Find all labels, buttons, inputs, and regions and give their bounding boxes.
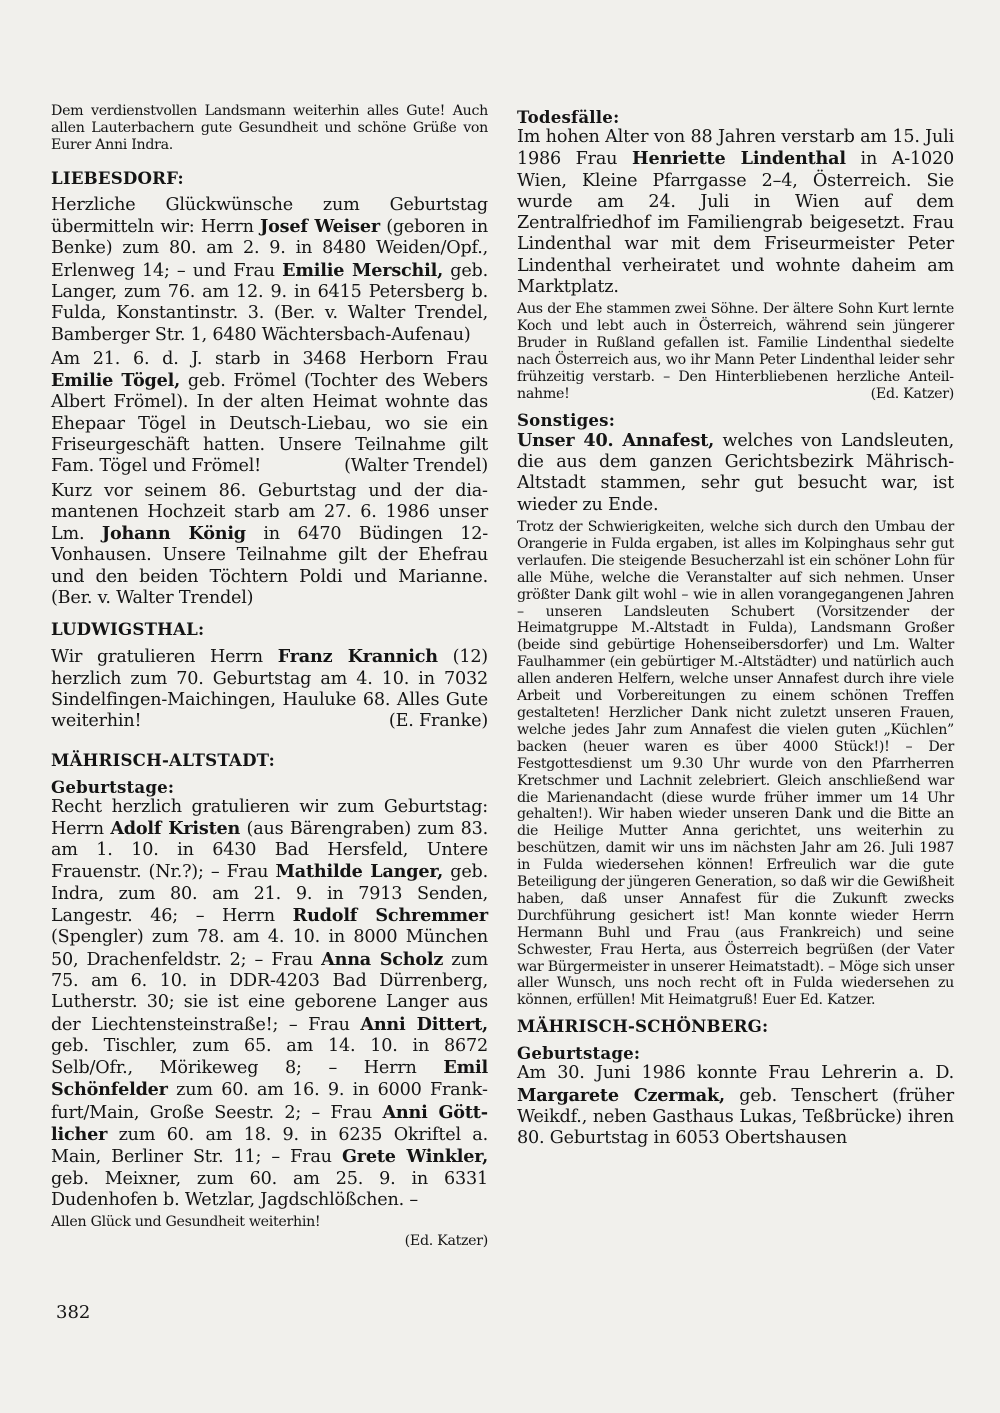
- bold-name: Rudolf Schremmer: [292, 905, 488, 927]
- spacer: [51, 188, 488, 195]
- text-run: (Spengler) zum 78. am 4. 10. in 8000 München 50, Drachenfeldstr. 2; – Frau: [51, 927, 488, 970]
- bold-name: Adolf Kristen: [110, 817, 241, 839]
- paragraph: [51, 646, 488, 732]
- text-run: geb. Frömel (Tochter des Webers Albert Frömel). In der alten Heimat wohnte das Ehepaar Tögel in Deutsch-Liebau, wo sie ein Friseurgeschäft hatten. Unsere Teilnahme gilt Fam. Tögel und Frömel!: [51, 371, 488, 477]
- text-run: Herzliche Glückwünsche zum Geburtstag übermitteln wir: Herrn: [51, 194, 488, 238]
- text-run: Todesfälle:: [517, 107, 620, 127]
- text-run: Kurz vor seinem 86. Geburtstag und der diamantenen Hochzeit starb am 27. 6. 1986 unser Lm.: [51, 480, 488, 545]
- spacer: [517, 1036, 954, 1043]
- section-heading: [517, 107, 954, 127]
- paragraph: [517, 301, 954, 402]
- bold-name: Josef Weiser: [260, 216, 380, 238]
- text-run: Geburtstage:: [51, 776, 175, 797]
- text-run: Trotz der Schwierigkeiten, welche sich durch den Umbau der Orangerie in Fulda ergaben, ist alles im Kolpinghaus sehr gut verlaufen. Die steigende Besucherzahl ist ein schöner Lohn für alle Mühe, welche die Veranstalter auf sich nehmen. Unser größter Dank gilt wohl – wie in allen vorangegangenen Jahren – unseren Landsleuten Schubert (Vorsitzender der Heimatgruppe M.-Altstadt in Fulda), Landsmann Großer (beide sind gebürtige Hohenseibersdorfer) und Lm. Walter Faulhammer (ein gebürtiger M.-Altstädter) und natürlich auch allen anderen Helfern, welche unser Annafest durch ihre viele Arbeit und Vorbereitungen zu einem schönen Treffen gestalteten! Herzlicher Dank nicht zuletzt unseren Frauen, welche jedes Jahr zum Annafest die vielen guten „Küchlen” backen (heuer waren es über 4000 Stück!)! – Der Festgottesdienst um 9.30 Uhr wurde von den Pfarrherren Kretschmer und Lachnit zelebriert. Gleich anschließend war die Marienandacht (diese wurde früher immer um 14 Uhr gehalten!). Wir haben wieder unseren Dank und die Bitte an die Heilige Mutter Anna gerichtet, uns weiterhin zu beschützen, damit wir uns im nächsten Jahr am 26. Juli 1987 in Fulda wiedersehen können! Erfreulich war die gute Beteiligung der jüngeren Generation, so daß wir die Gewißheit haben, daß unser Annafest für die Zukunft zwecks Durchführung gesichert ist! Man konnte wieder Herrn Hermann Buhl und Frau (aus Frankreich) und seine Schwester, Frau Herta, aus Österreich begrüßen (der Vater war Bürgermeister in unserer Heimatstadt). – Möge sich unser aller Wunsch, uns noch recht oft in Fulda wiedersehen zu können, erfüllen! Mit Heimatgruß! Euer Ed. Katzer.: [517, 519, 954, 1009]
- text-run: welches von Landsleuten, die aus dem ganzen Gerichtsbezirk Mährisch-Altstadt stammen, sehr gut besucht war, ist wieder zu Ende.: [517, 430, 954, 515]
- bold-name: Anni Dittert,: [360, 1013, 488, 1035]
- text-run: Am 21. 6. d. J. starb in 3468 Herborn Frau: [51, 348, 488, 369]
- paragraph: [51, 195, 488, 346]
- paragraph: [51, 103, 488, 154]
- text-run: LIEBESDORF:: [51, 167, 184, 188]
- section-heading: [51, 750, 488, 770]
- bold-name: Franz Krannich: [277, 646, 438, 668]
- bold-name: Emilie Tögel,: [51, 370, 181, 392]
- section-heading: [51, 777, 488, 797]
- text-run: (geboren in Benke) zum 80. am 2. 9. in 8480 Weiden/Opf., Erlenweg 14; – und Frau: [51, 217, 488, 281]
- text-run: Wir gratulieren Herrn: [51, 647, 278, 668]
- text-run: in A-1020 Wien, Kleine Pfarrgasse 2–4, Österreich. Sie wurde am 24. Juli in Wien auf dem Zentralfriedhof im Familiengrab beigesetzt. Frau Lindenthal war mit dem Friseurmeister Peter Lindenthal verheiratet und wohnte daheim am Marktplatz.: [517, 149, 954, 298]
- spacer: [51, 639, 488, 646]
- text-run: MÄHRISCH-SCHÖNBERG:: [517, 1016, 769, 1037]
- text-run: Am 30. Juni 1986 konnte Frau Lehrerin a. D.: [517, 1063, 954, 1084]
- bold-name: Johann König: [101, 523, 246, 545]
- bold-name: Mathilde Langer,: [275, 861, 444, 883]
- author-signature: (Ed. Katzer): [404, 1233, 488, 1250]
- section-heading: [517, 1016, 954, 1036]
- bold-name: Emil Schönfelder: [51, 1057, 488, 1101]
- paragraph: [517, 1063, 954, 1149]
- spacer: [517, 403, 954, 410]
- text-run: geb. Langer, zum 76. am 12. 9. in 6415 Petersberg b. Fulda, Konstantinstr. 3. (Ber. v. Walter Trendel, Bamberger Str. 1, 6480 Wächtersbach-Aufenau): [51, 260, 489, 345]
- paragraph: [51, 481, 488, 610]
- section-heading: [51, 168, 488, 188]
- paragraph: [517, 430, 954, 516]
- section-heading: [517, 1043, 954, 1063]
- paragraph: [517, 519, 954, 1009]
- bold-name: Margarete Czermak,: [517, 1084, 725, 1106]
- text-run: Sonstiges:: [517, 409, 616, 430]
- paragraph: [51, 797, 488, 1212]
- bold-name: Unser 40. Annafest,: [517, 429, 715, 451]
- author-signature: (Ed. Katzer): [870, 385, 954, 402]
- right-column: [517, 107, 954, 1152]
- section-heading: [517, 410, 954, 430]
- spacer: [51, 612, 488, 619]
- text-run: zum 75. am 6. 10. in DDR-4203 Bad Dürrenberg, Lutherstr. 30; sie ist eine geborene Langer aus der Liechtensteinstraße!; – Frau: [51, 949, 488, 1035]
- bold-name: Anni Göttlicher: [51, 1101, 488, 1145]
- text-run: (12) herzlich zum 70. Geburtstag am 4. 10. in 7032 Sindelfingen-Maichingen, Hauluke 68. Alles Gute weiterhin!: [51, 647, 488, 732]
- text-run: geb. Indra, zum 80. am 21. 9. in 7913 Senden, Langestr. 46; – Herrn: [51, 862, 488, 927]
- paragraph: [51, 1214, 488, 1231]
- text-run: MÄHRISCH-ALTSTADT:: [51, 749, 275, 770]
- text-run: geb. Tischler, zum 65. am 14. 10. in 8672 Selb/Ofr., Mörikeweg 8; – Herrn: [51, 1035, 488, 1079]
- text-run: Im hohen Alter von 88 Jahren verstarb am 15. Juli 1986 Frau: [517, 127, 954, 170]
- text-run: (aus Bärengraben) zum 83. am 1. 10. in 6430 Bad Hersfeld, Untere Frauenstr. (Nr.?); – Frau: [51, 818, 488, 883]
- page-number: 382: [56, 1302, 91, 1323]
- text-run: in 6470 Büdingen 12-Vonhausen. Unsere Teilnahme gilt der Ehefrau und den beiden Töchtern Poldi und Marianne. (Ber. v. Walter Trendel): [51, 524, 488, 609]
- bold-name: Anna Scholz: [321, 948, 444, 970]
- author-signature: (E. Franke): [388, 711, 488, 732]
- text-run: geb. Tenschert (früher Weikdf., neben Gasthaus Lukas, Teßbrücke) ihren 80. Geburtstag in 6053 Obertshausen: [517, 1085, 954, 1149]
- author-signature: (Walter Trendel): [344, 456, 488, 477]
- text-run: geb. Meixner, zum 60. am 25. 9. in 6331 Dudenhofen b. Wetzlar, Jagdschlößchen. –: [51, 1168, 488, 1210]
- bold-name: Grete Winkler,: [341, 1146, 489, 1168]
- text-run: zum 60. am 16. 9. in 6000 Frankfurt/Main, Große Seestr. 2; – Frau: [51, 1080, 488, 1123]
- text-run: Geburtstage:: [517, 1043, 641, 1064]
- text-run: zum 60. am 18. 9. in 6235 Okriftel a. Main, Berliner Str. 11; – Frau: [51, 1125, 488, 1168]
- bold-name: Henriette Lindenthal: [632, 148, 846, 170]
- paragraph: [51, 349, 488, 478]
- bold-name: Emilie Merschil,: [282, 259, 444, 281]
- left-column: [51, 103, 488, 1250]
- spacer: [51, 154, 488, 168]
- spacer: [51, 770, 488, 777]
- spacer: [517, 1009, 954, 1016]
- spacer: [51, 736, 488, 750]
- text-run: Aus der Ehe stammen zwei Söhne. Der ältere Sohn Kurt lernte Koch und lebt auch in Österreich, während sein jüngerer Bruder in Rußland gefallen ist. Familie Lindenthal siedelte nach Österreich aus, wo ihr Mann Peter Lindenthal leider sehr frühzeitig verstarb. – Den Hinterbliebenen herzliche Anteilnahme!: [517, 301, 954, 402]
- text-run: Allen Glück und Gesundheit weiterhin!: [51, 1214, 321, 1231]
- paragraph: [517, 127, 954, 298]
- section-heading: [51, 619, 488, 639]
- text-run: LUDWIGSTHAL:: [51, 619, 205, 640]
- text-run: Dem verdienstvollen Landsmann weiterhin alles Gute! Auch allen Lauterbachern gute Gesundheit und schöne Grüße von Eurer Anni Indra.: [51, 103, 488, 153]
- text-run: Recht herzlich gratulieren wir zum Geburtstag: Herrn: [51, 796, 488, 839]
